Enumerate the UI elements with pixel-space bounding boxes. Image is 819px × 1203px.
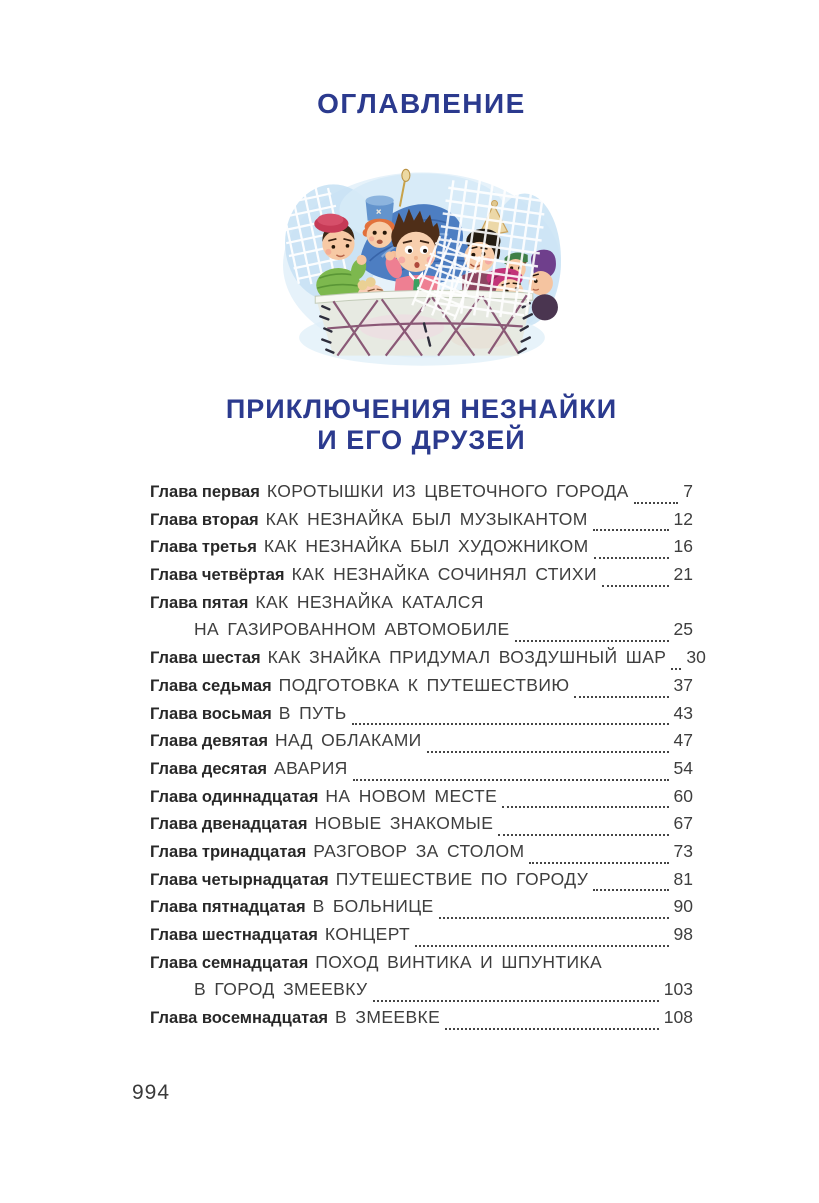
dot-leader [498, 834, 668, 836]
chapter-label: Глава тринадцатая [150, 842, 307, 861]
toc-entry-line [150, 786, 693, 814]
chapter-page-number: 60 [673, 785, 693, 806]
chapter-title: ПОХОД ВИНТИКА И ШПУНТИКА [315, 951, 603, 972]
toc-list [150, 481, 706, 1035]
page-number: 994 [132, 1081, 171, 1104]
toc-entry-line [150, 952, 693, 980]
chapter-label: Глава пятая [150, 593, 249, 612]
chapter-title: КАК НЕЗНАЙКА КАТАЛСЯ [255, 591, 484, 612]
chapter-page-number: 43 [673, 702, 693, 723]
chapter-title: НОВЫЕ ЗНАКОМЫЕ [314, 813, 494, 834]
chapter-label: Глава одиннадцатая [150, 787, 319, 806]
dot-leader [427, 751, 669, 753]
chapter-page-number: 90 [673, 896, 693, 917]
dot-leader [671, 668, 681, 670]
toc-entry-line [150, 481, 693, 509]
chapter-label: Глава вторая [150, 510, 259, 529]
chapter-page-number: 103 [663, 979, 693, 1000]
chapter-label: Глава четвёртая [150, 566, 285, 585]
chapter-label: Глава шестая [150, 649, 261, 668]
chapter-title: В БОЛЬНИЦЕ [312, 896, 434, 917]
chapter-title: КАК ЗНАЙКА ПРИДУМАЛ ВОЗДУШНЫЙ ШАР [267, 647, 667, 668]
chapter-label: Глава восемнадцатая [150, 1009, 329, 1028]
dot-leader [445, 1028, 659, 1030]
chapter-title: АВАРИЯ [274, 757, 348, 778]
dot-leader [529, 862, 668, 864]
toc-entry-line [150, 924, 693, 952]
chapter-label: Глава семнадцатая [150, 953, 309, 972]
chapter-label: Глава седьмая [150, 676, 272, 695]
chapter-label: Глава первая [150, 483, 260, 501]
dot-leader [574, 696, 668, 698]
kids-in-balloon-basket-illustration [281, 164, 563, 368]
chapter-title: КАК НЕЗНАЙКА БЫЛ ХУДОЖНИКОМ [263, 536, 589, 557]
chapter-title: В ГОРОД ЗМЕЕВКУ [194, 979, 368, 1000]
dot-leader [602, 585, 669, 587]
toc-entry-line [150, 896, 693, 924]
book-title-line2: И ЕГО ДРУЗЕЙ [317, 425, 526, 455]
chapter-page-number: 73 [673, 840, 693, 861]
toc-entry-line [150, 841, 693, 869]
chapter-page-number: 12 [673, 508, 693, 529]
toc-entry-line [150, 619, 693, 647]
chapter-title: НА НОВОМ МЕСТЕ [325, 785, 498, 806]
chapter-label: Глава четырнадцатая [150, 870, 329, 889]
dot-leader [593, 529, 669, 531]
chapter-title: РАЗГОВОР ЗА СТОЛОМ [313, 840, 525, 861]
chapter-page-number: 7 [683, 481, 693, 501]
chapter-page-number: 98 [673, 924, 693, 944]
dot-leader [373, 1000, 659, 1002]
chapter-title: ПУТЕШЕСТВИЕ ПО ГОРОДУ [335, 868, 589, 889]
toc-entry-line [150, 1007, 693, 1035]
chapter-label: Глава восьмая [150, 704, 272, 723]
chapter-page-number: 37 [673, 674, 693, 695]
chapter-page-number: 25 [673, 619, 693, 640]
book-title [150, 394, 693, 456]
toc-entry-line [150, 592, 693, 620]
dot-leader [353, 779, 669, 781]
chapter-page-number: 30 [686, 647, 706, 668]
dot-leader [502, 806, 668, 808]
dot-leader [594, 557, 669, 559]
chapter-title: ПОДГОТОВКА К ПУТЕШЕСТВИЮ [278, 674, 570, 695]
toc-entry-line [150, 675, 693, 703]
chapter-label: Глава третья [150, 538, 257, 557]
toc-entry-line [150, 758, 693, 786]
dot-leader [352, 723, 669, 725]
chapter-page-number: 21 [673, 564, 693, 585]
toc-entry-line [150, 509, 693, 537]
toc-entry-line [150, 703, 693, 731]
chapter-label: Глава десятая [150, 759, 267, 778]
chapter-title: КАК НЕЗНАЙКА СОЧИНЯЛ СТИХИ [291, 564, 597, 585]
chapter-title: КОРОТЫШКИ ИЗ ЦВЕТОЧНОГО ГОРОДА [266, 481, 629, 501]
toc-entry-line [150, 536, 693, 564]
toc-entry-line [150, 564, 693, 592]
toc-entry-line [150, 869, 693, 897]
dot-leader [634, 502, 679, 504]
dot-leader [515, 640, 669, 642]
chapter-label: Глава двенадцатая [150, 815, 308, 834]
page-title: ОГЛАВЛЕНИЕ [317, 88, 526, 119]
chapter-title: НА ГАЗИРОВАННОМ АВТОМОБИЛЕ [194, 619, 510, 640]
chapter-page-number: 47 [673, 730, 693, 751]
toc-entry-line [150, 813, 693, 841]
dot-leader [415, 945, 668, 947]
chapter-title: В ЗМЕЕВКЕ [335, 1007, 441, 1028]
chapter-title: НАД ОБЛАКАМИ [274, 730, 422, 751]
chapter-title: КАК НЕЗНАЙКА БЫЛ МУЗЫКАНТОМ [265, 508, 588, 529]
book-title-line1: ПРИКЛЮЧЕНИЯ НЕЗНАЙКИ [225, 394, 618, 424]
content-column [150, 0, 706, 1035]
chapter-page-number: 54 [673, 757, 693, 778]
chapter-page-number: 67 [673, 813, 693, 834]
chapter-title: В ПУТЬ [278, 702, 347, 723]
chapter-page-number: 108 [663, 1007, 693, 1028]
dot-leader [439, 917, 669, 919]
toc-entry-line [150, 730, 693, 758]
chapter-page-number: 81 [673, 868, 693, 889]
chapter-title: КОНЦЕРТ [324, 924, 411, 944]
chapter-label: Глава шестнадцатая [150, 926, 318, 944]
dot-leader [593, 889, 668, 891]
toc-entry-line [150, 979, 693, 1007]
chapter-page-number: 16 [673, 536, 693, 557]
toc-entry-line [150, 647, 706, 675]
chapter-label: Глава пятнадцатая [150, 898, 306, 917]
chapter-label: Глава девятая [150, 732, 268, 751]
